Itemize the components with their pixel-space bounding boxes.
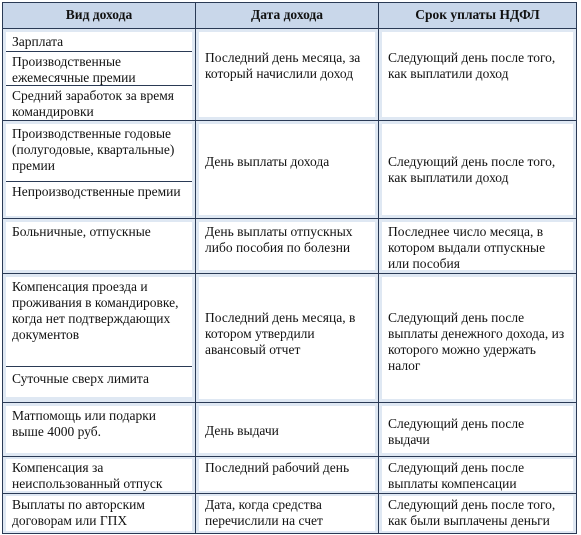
income-date-cell	[196, 274, 379, 403]
income-type-cell	[3, 274, 196, 403]
header-row	[3, 3, 577, 29]
income-type-cell	[3, 121, 196, 219]
income-type-item: Выплаты по авторским договорам или ГПХ	[6, 496, 192, 531]
income-type-item: Компенсация за неиспользованный отпуск	[6, 459, 192, 491]
income-date-cell	[196, 219, 379, 274]
income-type-item: Компенсация проезда и проживания в командировке, когда нет подтверждающих документов	[6, 277, 192, 367]
income-date-text: День выплаты отпускных либо пособия по болезни	[199, 222, 375, 270]
income-type-cell	[3, 457, 196, 494]
header-tax-deadline: Срок уплаты НДФЛ	[379, 3, 577, 29]
table-row	[3, 29, 577, 121]
tax-deadline-text: Следующий день после выплаты компенсации	[382, 459, 573, 491]
tax-deadline-cell	[379, 403, 577, 457]
income-type-item: Непроизводственные премии	[6, 182, 192, 216]
tax-deadline-cell	[379, 121, 577, 219]
header-income-type: Вид дохода	[3, 3, 196, 29]
income-type-item: Средний заработок за время командировки	[6, 86, 192, 120]
tax-deadline-text: Следующий день после того, как выплатили доход	[382, 124, 573, 215]
tax-deadline-cell	[379, 457, 577, 494]
tax-deadline-text: Следующий день после выплаты денежного дохода, из которого можно удержать налог	[382, 277, 573, 399]
tax-deadline-cell	[379, 219, 577, 274]
income-date-cell	[196, 403, 379, 457]
income-date-text: День выплаты дохода	[199, 124, 375, 215]
income-type-item: Больничные, отпускные	[6, 222, 192, 270]
table-row	[3, 121, 577, 219]
income-date-cell	[196, 457, 379, 494]
ndfl-table	[2, 2, 577, 534]
income-type-cell	[3, 219, 196, 274]
table-row	[3, 494, 577, 534]
income-date-text: Последний рабочий день	[199, 459, 375, 491]
income-type-item: Производственные ежемесячные премии	[6, 52, 192, 86]
tax-deadline-text: Следующий день после того, как выплатили доход	[382, 32, 573, 117]
income-date-text: Последний день месяца, за который начислили доход	[199, 32, 375, 117]
income-type-cell	[3, 494, 196, 534]
tax-deadline-text: Последнее число месяца, в котором выдали отпускные или пособия	[382, 222, 573, 270]
income-type-cell	[3, 403, 196, 457]
income-date-cell	[196, 121, 379, 219]
income-date-cell	[196, 29, 379, 121]
income-type-cell	[3, 29, 196, 121]
income-date-text: Дата, когда средства перечислили на счет	[199, 496, 375, 531]
income-date-text: День выдачи	[199, 406, 375, 453]
tax-deadline-text: Следующий день после выдачи	[382, 406, 573, 453]
income-date-cell	[196, 494, 379, 534]
header-income-date: Дата дохода	[196, 3, 379, 29]
tax-deadline-cell	[379, 29, 577, 121]
tax-deadline-cell	[379, 494, 577, 534]
income-type-item: Зарплата	[6, 32, 192, 52]
table-row	[3, 403, 577, 457]
income-type-item: Производственные годовые (полугодовые, квартальные) премии	[6, 124, 192, 182]
table-row	[3, 219, 577, 274]
income-date-text: Последний день месяца, в котором утвердили авансовый отчет	[199, 277, 375, 399]
tax-deadline-text: Следующий день после того, как были выплачены деньги	[382, 496, 573, 531]
table-row	[3, 274, 577, 403]
income-type-item: Матпомощь или подарки выше 4000 руб.	[6, 406, 192, 453]
income-type-item: Суточные сверх лимита	[6, 367, 192, 397]
tax-deadline-cell	[379, 274, 577, 403]
table-row	[3, 457, 577, 494]
